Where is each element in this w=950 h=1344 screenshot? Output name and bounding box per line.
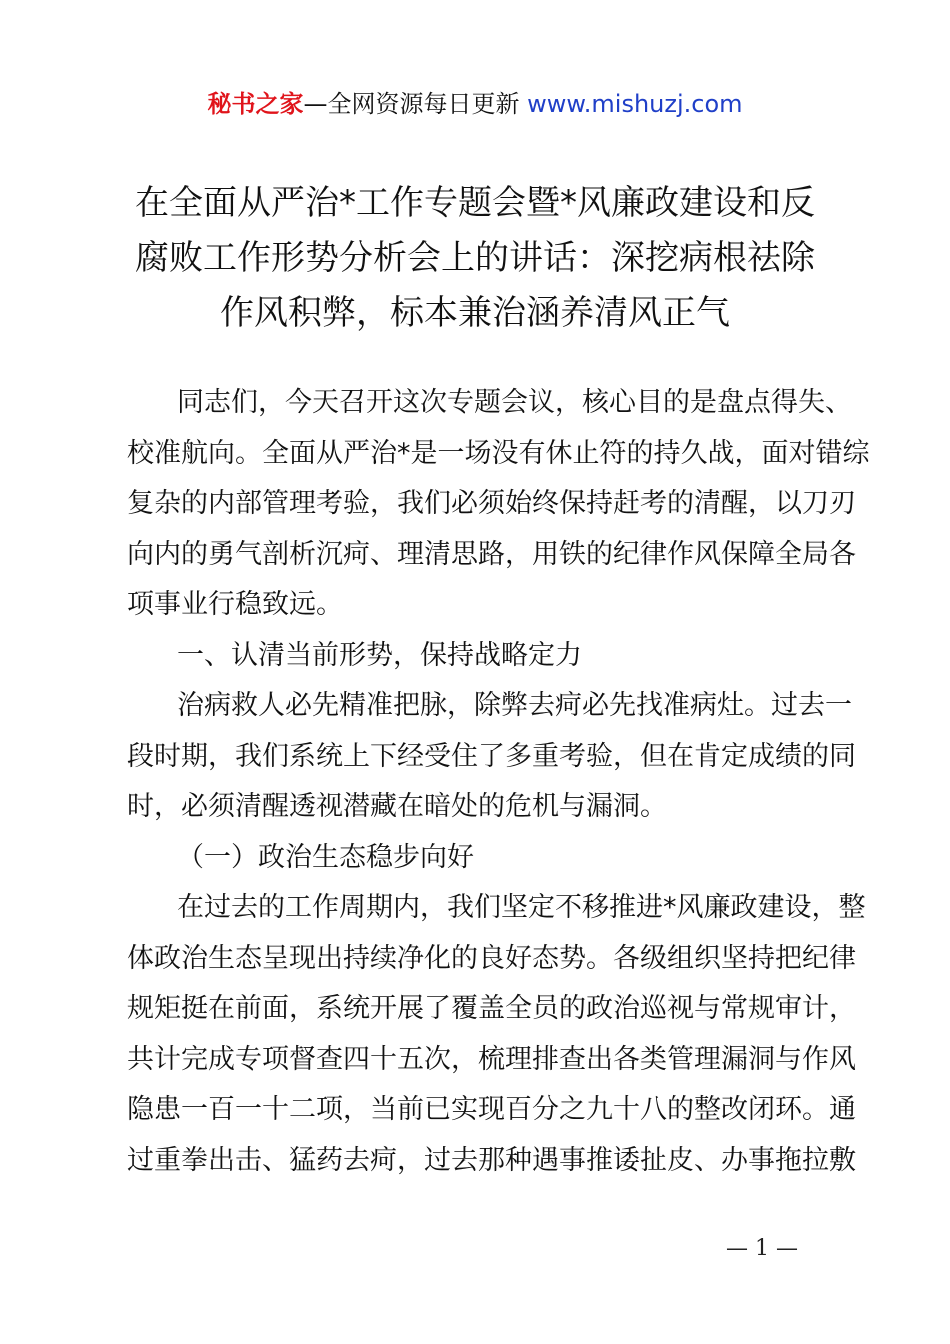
paragraph-line: 校准航向。全面从严治*是一场没有休止符的持久战，面对错综 [127,437,870,469]
paragraph-line: 在过去的工作周期内，我们坚定不移推进*风廉政建设，整 [177,892,866,923]
paragraph-line: 向内的勇气剖析沉疴、理清思路，用铁的纪律作风保障全局各 [127,538,856,570]
document-title [118,176,832,341]
subsection-heading: （一）政治生态稳步向好 [177,841,474,873]
title-line: 腐败工作形势分析会上的讲话：深挖病根祛除 [135,238,815,278]
page-number-label: — 1 — [726,1236,798,1261]
brand-name: 秘书之家 [207,90,304,118]
paragraph-line: 规矩挺在前面，系统开展了覆盖全员的政治巡视与常规审计， [127,993,856,1024]
intro-paragraph [127,378,870,631]
title-line: 在全面从严治*工作专题会暨*风廉政建设和反 [135,183,815,223]
subsection-paragraph [127,883,866,1186]
header-tagline: —全网资源每日更新 [303,90,528,118]
paragraph-line: 体政治生态呈现出持续净化的良好态势。各级组织坚持把纪律 [127,942,856,974]
page-number [0,1236,950,1261]
title-line: 作风积弊，标本兼治涵养清风正气 [220,293,730,333]
paragraph-line: 复杂的内部管理考验，我们必须始终保持赶考的清醒，以刀刃 [127,488,856,519]
paragraph-line: 项事业行稳致远。 [127,589,343,620]
paragraph-line: 同志们，今天召开这次专题会议，核心目的是盘点得失、 [177,387,852,418]
paragraph-line: 共计完成专项督查四十五次，梳理排查出各类管理漏洞与作风 [127,1043,856,1075]
paragraph-line: 过重拳出击、猛药去疴，过去那种遇事推诿扯皮、办事拖拉敷 [127,1144,856,1176]
paragraph-line: 隐患一百一十二项，当前已实现百分之九十八的整改闭环。通 [127,1094,856,1125]
site-url-link[interactable]: www.mishuzj.com [527,90,743,118]
site-header [0,86,950,122]
document-body [127,378,870,1186]
paragraph-line: 段时期，我们系统上下经受住了多重考验，但在肯定成绩的同 [127,740,856,772]
paragraph-line: 时，必须清醒透视潜藏在暗处的危机与漏洞。 [127,791,667,822]
paragraph-line: 治病救人必先精准把脉，除弊去疴必先找准病灶。过去一 [177,690,852,721]
section-heading: 一、认清当前形势，保持战略定力 [177,639,582,671]
section-paragraph [127,681,856,833]
